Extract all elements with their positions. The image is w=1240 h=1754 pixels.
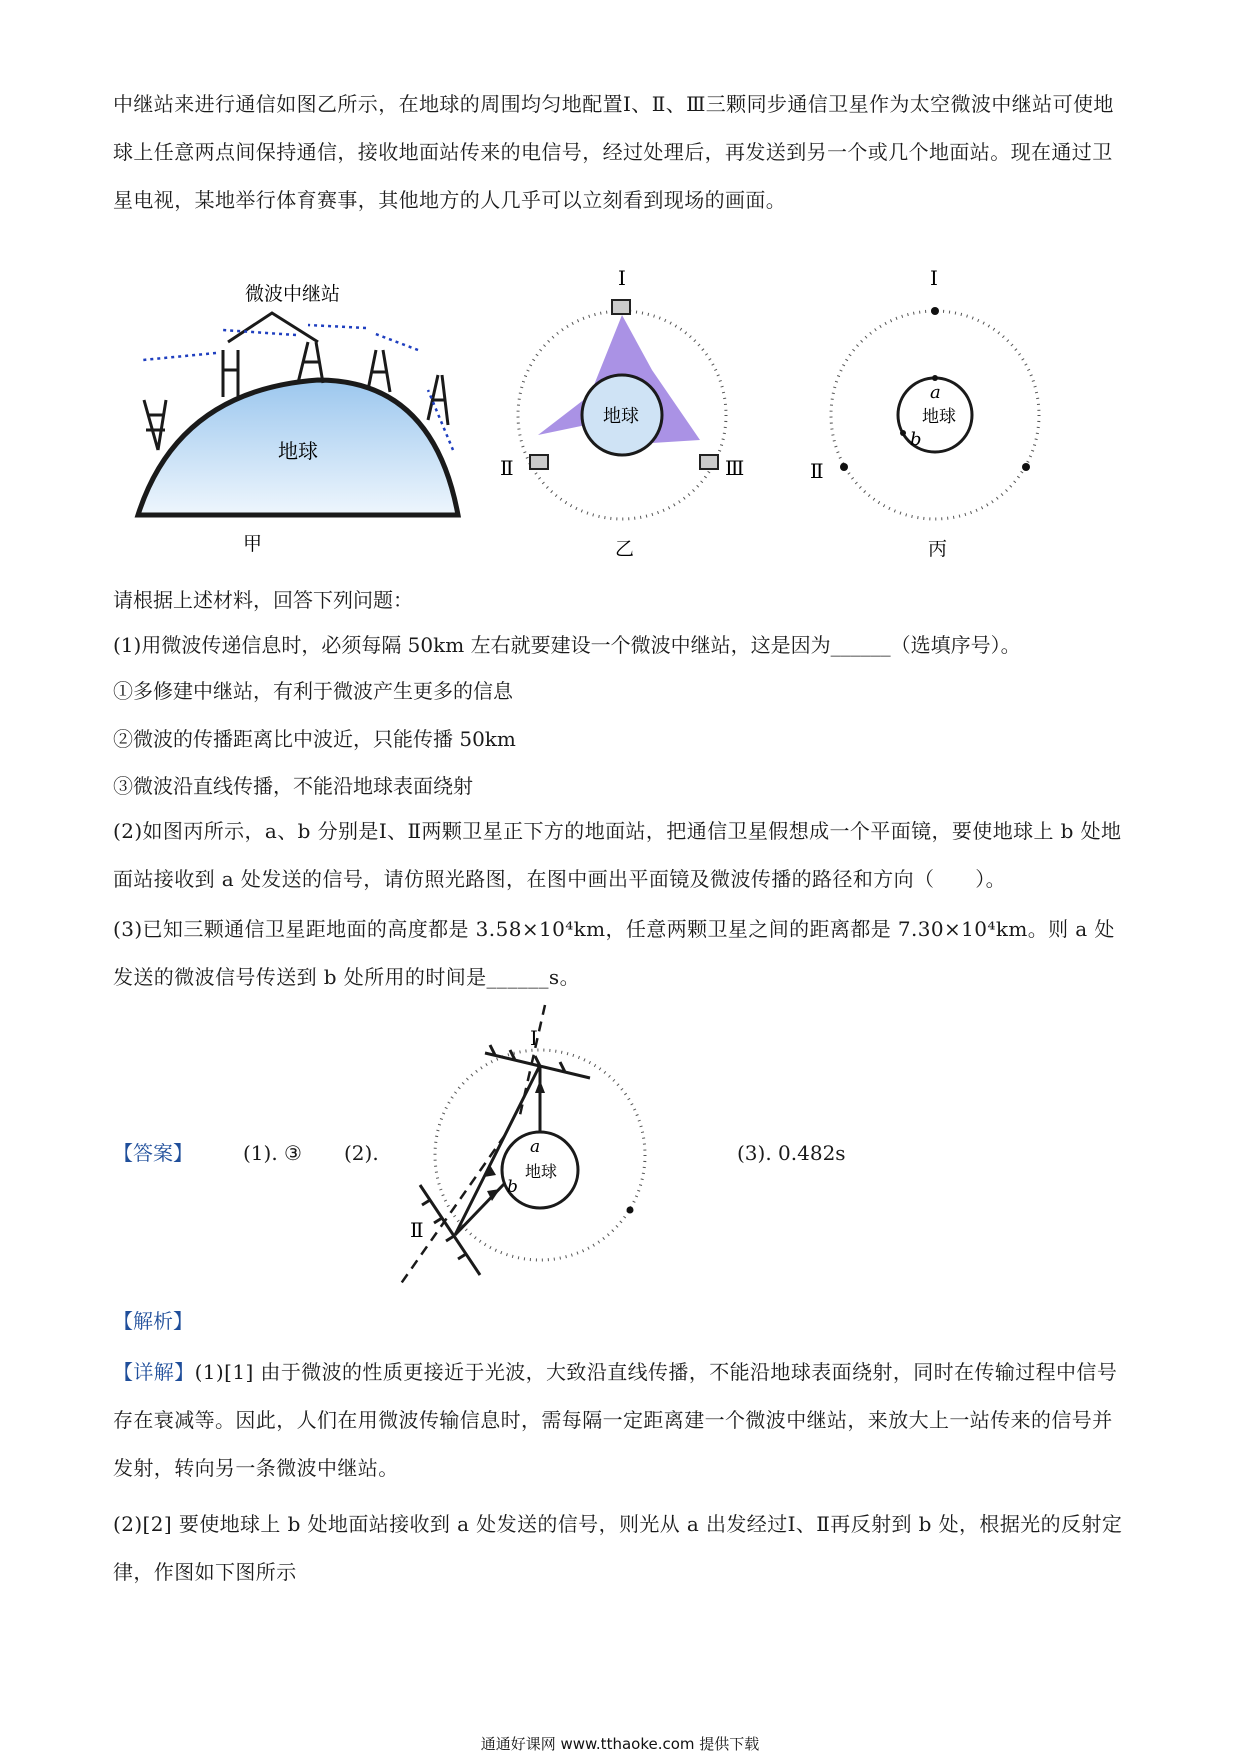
analysis-label: 【解析】	[113, 1309, 193, 1333]
relay-pointer	[228, 313, 318, 342]
answer-3: (3). 0.482s	[737, 1141, 846, 1165]
earth-label-jia: 地球	[278, 439, 318, 463]
sat-label-1: Ⅰ	[618, 266, 626, 290]
ray-arrowhead	[535, 1080, 545, 1093]
earth-label-bing: 地球	[922, 407, 956, 427]
option-1: ①多修建中继站，有利于微波产生更多的信息	[113, 679, 513, 703]
satellite-dot	[840, 463, 848, 471]
caption-jia: 甲	[243, 533, 263, 555]
option-2: ②微波的传播距离比中波近，只能传播 50km	[113, 727, 516, 751]
answer-diagram	[380, 1005, 660, 1295]
normal-line	[400, 1135, 505, 1285]
sat-label-2: Ⅱ	[810, 459, 824, 483]
caption-bing: 丙	[928, 538, 948, 560]
earth-label-yi: 地球	[603, 406, 639, 427]
satellite-icon	[700, 455, 718, 469]
satellite-icon	[612, 300, 630, 314]
station-dot	[932, 375, 938, 381]
answer-2: (2).	[344, 1141, 379, 1165]
prompt-text: 请根据上述材料，回答下列问题：	[113, 588, 413, 612]
question-3: (3)已知三颗通信卫星距地面的高度都是 3.58×10⁴km，任意两颗卫星之间的距离都是 7.30×10⁴km。则 a 处发送的微波信号传送到 b 处所用的时间是______s。	[113, 917, 1115, 989]
intro-paragraph: 中继站来进行通信如图乙所示，在地球的周围均匀地配置Ⅰ、Ⅱ、Ⅲ三颗同步通信卫星作为太空微波中继站可使地球上任意两点间保持通信，接收地面站传来的电信号，经过处理后，再发送到另一个或几个地面站。现在通过卫星电视，某地举行体育赛事，其他地方的人几乎可以立刻看到现场的画面。	[113, 92, 1114, 212]
sat-label-2: Ⅱ	[500, 456, 514, 480]
detail-2: (2)[2] 要使地球上 b 处地面站接收到 a 处发送的信号，则光从 a 出发经过Ⅰ、Ⅱ再反射到 b 处，根据光的反射定律，作图如下图所示	[113, 1512, 1123, 1584]
detail-1	[113, 1348, 1128, 1492]
detail-label: 【详解】	[113, 1360, 195, 1384]
page-footer: 通通好课网 www.tthaoke.com 提供下载	[480, 1735, 760, 1753]
sat-label-3: Ⅲ	[725, 456, 745, 480]
point-label-a: a	[930, 382, 941, 403]
figure-bing	[800, 265, 1060, 565]
sat-label-1: Ⅰ	[930, 266, 938, 290]
question-1: (1)用微波传递信息时，必须每隔 50km 左右就要建设一个微波中继站，这是因为______（选填序号）。	[113, 633, 1021, 657]
figure-yi	[500, 265, 745, 565]
station-dot	[900, 430, 906, 436]
mirror-2	[420, 1185, 480, 1275]
answer-label: 【答案】	[113, 1141, 193, 1165]
earth-label-answer: 地球	[525, 1162, 558, 1181]
option-3: ③微波沿直线传播，不能沿地球表面绕射	[113, 774, 473, 798]
caption-yi: 乙	[615, 538, 635, 560]
satellite-dot	[1022, 463, 1030, 471]
figure-jia	[128, 250, 478, 570]
point-label-b: b	[507, 1177, 518, 1197]
point-label-a: a	[530, 1137, 541, 1157]
satellite-dot	[931, 307, 939, 315]
microwave-ray	[455, 1065, 540, 1235]
detail-1-text: (1)[1] 由于微波的性质更接近于光波，大致沿直线传播，不能沿地球表面绕射，同时在传输过程中信号存在衰减等。因此，人们在用微波传输信息时，需每隔一定距离建一个微波中继站，来放大上一站传来的信号并发射，转向另一条微波中继站。	[113, 1360, 1118, 1480]
satellite-icon	[530, 455, 548, 469]
answer-1: (1). ③	[243, 1141, 302, 1165]
point-label-b: b	[910, 429, 922, 450]
satellite-dot	[627, 1207, 634, 1214]
sat-label-2: Ⅱ	[410, 1218, 424, 1242]
question-2: (2)如图丙所示，a、b 分别是Ⅰ、Ⅱ两颗卫星正下方的地面站，把通信卫星假想成一个平面镜，要使地球上 b 处地面站接收到 a 处发送的信号，请仿照光路图，在图中画出平面镜及微波传播的路径和方向（ ）。	[113, 819, 1122, 891]
relay-label: 微波中继站	[245, 283, 341, 305]
sat-label-1: Ⅰ	[530, 1026, 538, 1050]
